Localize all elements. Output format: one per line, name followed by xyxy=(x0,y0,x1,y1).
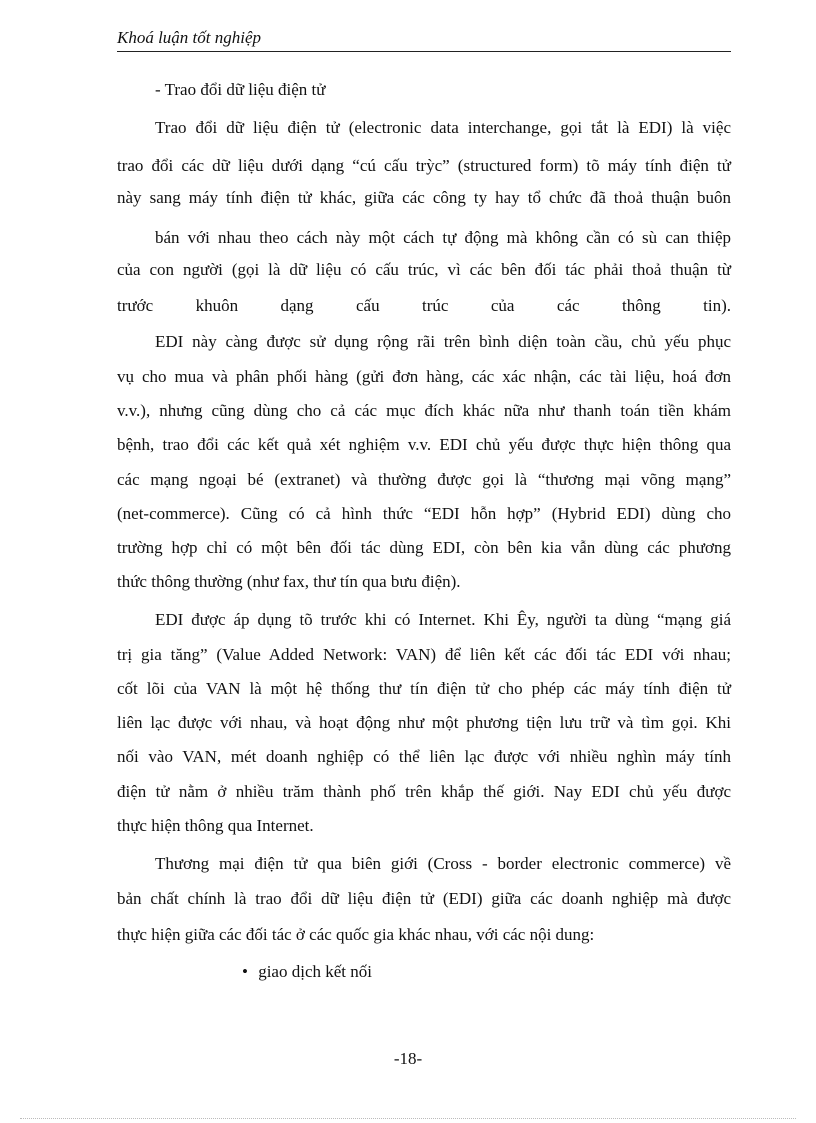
section-heading: - Trao đổi dữ liệu điện tử xyxy=(155,80,326,99)
paragraph-line: trước khuôn dạng cấu trúc của các thông tin). xyxy=(117,296,731,315)
running-header xyxy=(117,27,731,52)
paragraph-line: điện tử nằm ở nhiều trăm thành phố trên khắp thế giới. Nay EDI chủ yếu được xyxy=(117,782,731,801)
paragraph-line: EDI này càng được sử dụng rộng rãi trên bình diện toàn cầu, chủ yếu phục xyxy=(155,332,731,351)
paragraph-line: bán với nhau theo cách này một cách tự động mà không cần có sù can thiệp xyxy=(155,228,731,247)
paragraph-line: Thương mại điện tử qua biên giới (Cross - border electronic commerce) về xyxy=(155,854,731,873)
bottom-divider xyxy=(20,1118,796,1119)
page-number: -18- xyxy=(393,1049,423,1068)
paragraph-line: v.v.), nhưng cũng dùng cho cả các mục đích khác nữa như thanh toán tiền khám xyxy=(117,401,731,420)
bullet-text: giao dịch kết nối xyxy=(258,962,372,981)
bullet-item xyxy=(242,962,731,982)
paragraph-line: liên lạc được với nhau, và hoạt động như một phương tiện lưu trữ và tìm gọi. Khi xyxy=(117,713,731,732)
header-title: Khoá luận tốt nghiệp xyxy=(117,28,262,47)
paragraph-line: bệnh, trao đổi các kết quả xét nghiệm v.v. EDI chủ yếu được thực hiện thông qua xyxy=(117,435,731,454)
paragraph-line: thực hiện thông qua Internet. xyxy=(117,816,314,835)
bullet-icon: • xyxy=(242,962,248,981)
paragraph-line: trao đổi các dữ liệu dưới dạng “cú cấu trỳc” (structured form) tõ máy tính điện tử xyxy=(117,156,731,175)
paragraph-line: Trao đổi dữ liệu điện tử (electronic data interchange, gọi tắt là EDI) là việc xyxy=(155,118,731,137)
paragraph-line: (net-commerce). Cũng có cả hình thức “EDI hỗn hợp” (Hybrid EDI) dùng cho xyxy=(117,504,731,523)
paragraph-line: thực hiện giữa các đối tác ở các quốc gia khác nhau, với các nội dung: xyxy=(117,925,595,944)
paragraph-line: vụ cho mua và phân phối hàng (gửi đơn hàng, các xác nhận, các tài liệu, hoá đơn xyxy=(117,367,731,386)
paragraph-line: cốt lõi của VAN là một hệ thống thư tín điện tử cho phép các máy tính điện tử xyxy=(117,679,731,698)
paragraph-line: của con người (gọi là dữ liệu có cấu trúc, vì các bên đối tác phải thoả thuận từ xyxy=(117,260,731,279)
paragraph-line: này sang máy tính điện tử khác, giữa các công ty hay tổ chức đã thoả thuận buôn xyxy=(117,188,731,207)
paragraph-line: các mạng ngoại bé (extranet) và thường được gọi là “thương mại võng mạng” xyxy=(117,470,731,489)
paragraph-line: thức thông thường (như fax, thư tín qua bưu điện). xyxy=(117,572,461,591)
paragraph-line: trị gia tăng” (Value Added Network: VAN) để liên kết các đối tác EDI với nhau; xyxy=(117,645,731,664)
paragraph-line: bản chất chính là trao đổi dữ liệu điện tử (EDI) giữa các doanh nghiệp mà được xyxy=(117,889,731,908)
paragraph-line: trường hợp chỉ có một bên đối tác dùng EDI, còn bên kia vẫn dùng các phương xyxy=(117,538,731,557)
paragraph-line: nối vào VAN, mét doanh nghiệp có thể liên lạc được với nhiều nghìn máy tính xyxy=(117,747,731,766)
paragraph-line: EDI được áp dụng tõ trước khi có Internet. Khi Êy, người ta dùng “mạng giá xyxy=(155,610,731,629)
